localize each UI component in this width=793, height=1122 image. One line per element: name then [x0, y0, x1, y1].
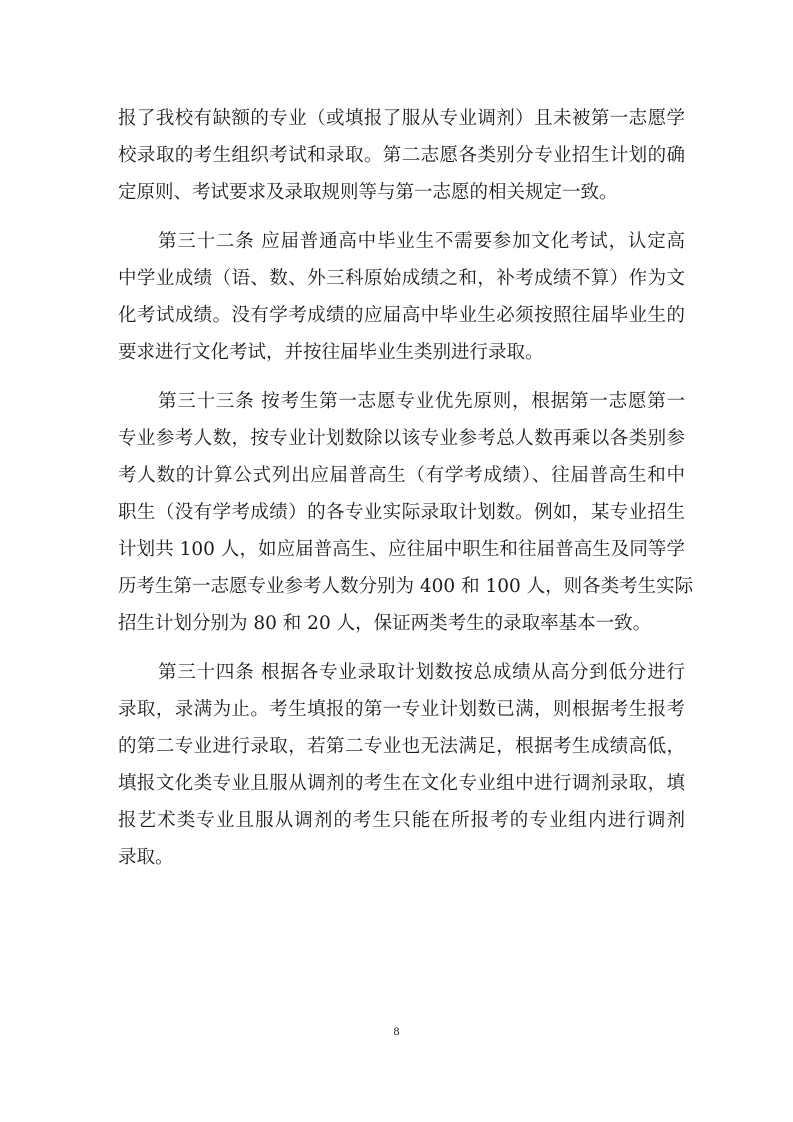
text-line: 中学业成绩（语、数、外三科原始成绩之和，补考成绩不算）作为文	[118, 268, 685, 289]
text-line: 专业参考人数，按专业计划数除以该专业参考总人数再乘以各类别参	[118, 428, 685, 449]
text-line: 化考试成绩。没有学考成绩的应届高中毕业生必须按照往届毕业生的	[118, 305, 685, 326]
document-body	[118, 100, 694, 876]
text-line: 填报文化类专业且服从调剂的考生在文化专业组中进行调剂录取，填	[118, 773, 685, 794]
text-line: 报了我校有缺额的专业（或填报了服从专业调剂）且未被第一志愿学	[118, 108, 685, 129]
text-line: 职生（没有学考成绩）的各专业实际录取计划数。例如，某专业招生	[118, 502, 685, 523]
text-line: 录取，录满为止。考生填报的第一专业计划数已满，则根据考生报考	[118, 699, 685, 720]
page-number: 8	[393, 1024, 400, 1038]
text-line: 定原则、考试要求及录取规则等与第一志愿的相关规定一致。	[118, 182, 618, 203]
text-line: 校录取的考生组织考试和录取。第二志愿各类别分专业招生计划的确	[118, 145, 685, 166]
article-34-line: 第三十四条 根据各专业录取计划数按总成绩从高分到低分进行	[158, 662, 685, 683]
article-33-line: 第三十三条 按考生第一志愿专业优先原则，根据第一志愿第一	[158, 391, 685, 412]
text-line: 考人数的计算公式列出应届普高生（有学考成绩）、往届普高生和中	[118, 465, 685, 486]
text-line: 录取。	[118, 847, 174, 868]
text-line: 的第二专业进行录取，若第二专业也无法满足，根据考生成绩高低，	[118, 736, 685, 757]
text-line: 招生计划分别为 80 和 20 人，保证两类考生的录取率基本一致。	[118, 613, 652, 634]
text-line: 报艺术类专业且服从调剂的考生只能在所报考的专业组内进行调剂	[118, 810, 685, 831]
text-line: 计划共 100 人，如应届普高生、应往届中职生和往届普高生及同等学	[118, 539, 685, 560]
text-line: 历考生第一志愿专业参考人数分别为 400 和 100 人，则各类考生实际	[118, 576, 694, 597]
article-32-line: 第三十二条 应届普通高中毕业生不需要参加文化考试，认定高	[158, 231, 685, 252]
text-line: 要求进行文化考试，并按往届毕业生类别进行录取。	[118, 342, 544, 363]
